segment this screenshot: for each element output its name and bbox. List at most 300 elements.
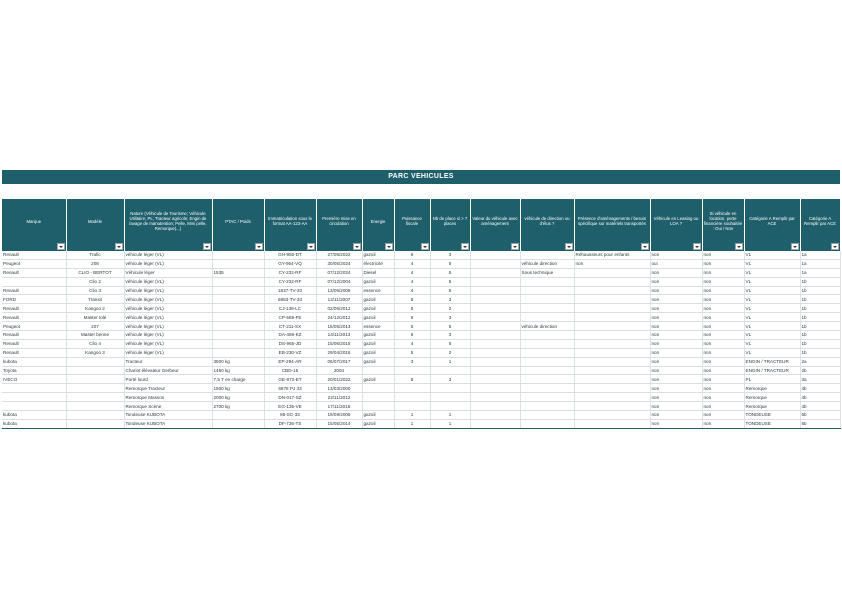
table-cell[interactable]: non [650, 286, 702, 295]
table-cell[interactable] [362, 384, 394, 393]
table-cell[interactable]: ENGIN / TRACTEUR [744, 366, 800, 375]
table-cell[interactable]: 24/12/2012 [316, 313, 362, 322]
table-cell[interactable] [212, 348, 264, 357]
table-cell[interactable] [574, 348, 650, 357]
table-cell[interactable]: non [702, 393, 744, 402]
table-cell[interactable] [574, 313, 650, 322]
table-cell[interactable] [470, 268, 520, 277]
table-cell[interactable] [430, 393, 470, 402]
table-cell[interactable]: non [650, 268, 702, 277]
table-cell[interactable]: véhicule léger (VL) [124, 339, 212, 348]
table-cell[interactable] [574, 277, 650, 286]
filter-dropdown-icon[interactable] [307, 243, 315, 250]
table-cell[interactable]: non [574, 259, 650, 268]
table-cell[interactable]: Porté lourd [124, 375, 212, 384]
table-cell[interactable]: Remorque Tracteur [124, 384, 212, 393]
table-cell[interactable]: gazoil [362, 251, 394, 259]
table-cell[interactable]: véhicule léger (VL) [124, 295, 212, 304]
table-cell[interactable] [574, 357, 650, 366]
table-cell[interactable]: gazoil [362, 313, 394, 322]
table-cell[interactable]: VL [744, 259, 800, 268]
table-cell[interactable] [212, 313, 264, 322]
table-cell[interactable]: véhicule léger (VL) [124, 286, 212, 295]
table-cell[interactable]: 15/05/2014 [316, 419, 362, 428]
table-cell[interactable]: 5 [394, 322, 430, 331]
table-cell[interactable]: DA-469-KZ [264, 331, 316, 340]
table-cell[interactable]: 1 [394, 419, 430, 428]
table-cell[interactable]: 208 [66, 259, 124, 268]
table-cell[interactable]: non [702, 295, 744, 304]
table-cell[interactable]: kubota [2, 411, 66, 420]
table-cell[interactable]: Master benne [66, 331, 124, 340]
table-cell[interactable] [574, 384, 650, 393]
table-cell[interactable]: DS-965-JD [264, 339, 316, 348]
table-cell[interactable] [362, 393, 394, 402]
table-cell[interactable]: 1b [800, 331, 840, 340]
table-cell[interactable]: GE-872-ET [264, 375, 316, 384]
table-cell[interactable]: Renault [2, 313, 66, 322]
table-cell[interactable]: non [702, 339, 744, 348]
table-cell[interactable]: 1a [800, 251, 840, 259]
table-cell[interactable]: 5b [800, 411, 840, 420]
table-cell[interactable]: 5b [800, 419, 840, 428]
table-cell[interactable]: 20/01/2022 [316, 375, 362, 384]
table-cell[interactable]: Trafic [66, 251, 124, 259]
table-cell[interactable]: CY-232-RF [264, 277, 316, 286]
table-cell[interactable]: CY-232-RF [264, 268, 316, 277]
table-cell[interactable]: 1 [394, 411, 430, 420]
table-cell[interactable]: non [650, 322, 702, 331]
table-cell[interactable]: VL [744, 286, 800, 295]
table-cell[interactable]: VL [744, 348, 800, 357]
table-cell[interactable] [470, 313, 520, 322]
table-cell[interactable] [520, 295, 574, 304]
table-cell[interactable] [394, 402, 430, 411]
table-cell[interactable] [574, 366, 650, 375]
table-cell[interactable]: non [650, 357, 702, 366]
table-cell[interactable]: CLIO - BERTOT [66, 268, 124, 277]
table-cell[interactable] [394, 393, 430, 402]
table-cell[interactable]: gazoil [362, 348, 394, 357]
table-cell[interactable] [212, 339, 264, 348]
table-cell[interactable]: véhicule direction [520, 322, 574, 331]
table-cell[interactable]: 4 [394, 277, 430, 286]
table-cell[interactable]: 1450 kg [212, 366, 264, 375]
table-cell[interactable]: 2004 [316, 366, 362, 375]
table-cell[interactable]: VL [744, 313, 800, 322]
table-cell[interactable] [574, 304, 650, 313]
table-cell[interactable]: non [650, 251, 702, 259]
table-cell[interactable]: Tondeuse KUBOTA [124, 419, 212, 428]
table-cell[interactable] [66, 384, 124, 393]
table-cell[interactable] [2, 277, 66, 286]
table-cell[interactable] [520, 331, 574, 340]
table-cell[interactable] [212, 304, 264, 313]
table-cell[interactable]: non [702, 402, 744, 411]
table-cell[interactable] [212, 259, 264, 268]
table-cell[interactable] [66, 366, 124, 375]
table-cell[interactable]: 30/05/2024 [316, 259, 362, 268]
table-cell[interactable]: 5 [394, 304, 430, 313]
table-cell[interactable]: VL [744, 277, 800, 286]
table-cell[interactable]: 6883-TV-33 [264, 295, 316, 304]
table-cell[interactable] [394, 366, 430, 375]
table-cell[interactable]: Tondeuse KUBOTA [124, 411, 212, 420]
table-cell[interactable] [470, 375, 520, 384]
table-cell[interactable]: 1b [800, 313, 840, 322]
table-cell[interactable]: 1837-TV-33 [264, 286, 316, 295]
table-cell[interactable] [2, 402, 66, 411]
table-cell[interactable]: 3 [394, 357, 430, 366]
table-cell[interactable]: 207 [66, 322, 124, 331]
filter-dropdown-icon[interactable] [831, 243, 839, 250]
table-cell[interactable]: 5 [430, 322, 470, 331]
table-cell[interactable]: véhicule léger (VL) [124, 348, 212, 357]
filter-dropdown-icon[interactable] [461, 243, 469, 250]
table-cell[interactable]: CBD-15 [264, 366, 316, 375]
table-cell[interactable]: 6 [394, 313, 430, 322]
table-cell[interactable] [574, 393, 650, 402]
table-cell[interactable]: non [702, 384, 744, 393]
table-cell[interactable]: Chariot élévateur Gerbeur [124, 366, 212, 375]
table-cell[interactable]: 02/06/2012 [316, 304, 362, 313]
table-cell[interactable]: gazoil [362, 419, 394, 428]
table-cell[interactable]: 1b [800, 348, 840, 357]
table-cell[interactable]: non [650, 331, 702, 340]
table-cell[interactable]: véhicule léger (VL) [124, 331, 212, 340]
table-cell[interactable]: 7,5 T en charge [212, 375, 264, 384]
table-cell[interactable]: Renault [2, 251, 66, 259]
table-cell[interactable]: 4b [800, 384, 840, 393]
table-cell[interactable]: 1b [800, 277, 840, 286]
table-cell[interactable]: 3 [430, 251, 470, 259]
table-cell[interactable]: non [650, 384, 702, 393]
table-cell[interactable]: Master tolé [66, 313, 124, 322]
table-cell[interactable]: 1 [430, 411, 470, 420]
table-cell[interactable]: Remorque [744, 384, 800, 393]
table-cell[interactable]: kubota [2, 419, 66, 428]
filter-dropdown-icon[interactable] [791, 243, 799, 250]
table-cell[interactable] [574, 286, 650, 295]
table-cell[interactable]: 13/03/2000 [316, 384, 362, 393]
table-cell[interactable]: Remorque Scène [124, 402, 212, 411]
table-cell[interactable]: 06/07/2017 [316, 357, 362, 366]
table-cell[interactable] [470, 295, 520, 304]
table-cell[interactable]: non [702, 331, 744, 340]
table-cell[interactable]: non [650, 419, 702, 428]
table-cell[interactable] [470, 419, 520, 428]
table-cell[interactable]: non [650, 304, 702, 313]
table-cell[interactable]: véhicule léger (VL) [124, 251, 212, 259]
table-cell[interactable]: Transit [66, 295, 124, 304]
table-cell[interactable]: gazoil [362, 411, 394, 420]
table-cell[interactable]: 2700 kg [212, 402, 264, 411]
table-cell[interactable] [212, 322, 264, 331]
table-cell[interactable]: 3 [430, 331, 470, 340]
table-cell[interactable]: 1b [800, 286, 840, 295]
table-cell[interactable]: 5 [430, 259, 470, 268]
table-cell[interactable]: non [702, 357, 744, 366]
table-cell[interactable]: Diesel [362, 268, 394, 277]
table-cell[interactable]: non [702, 286, 744, 295]
table-cell[interactable] [362, 366, 394, 375]
table-cell[interactable]: essence [362, 286, 394, 295]
table-cell[interactable]: 14/11/2013 [316, 331, 362, 340]
table-cell[interactable]: Renault [2, 268, 66, 277]
table-cell[interactable]: véhicule direction [520, 259, 574, 268]
table-cell[interactable]: Peugeot [2, 322, 66, 331]
table-cell[interactable]: CJ-139-LC [264, 304, 316, 313]
table-cell[interactable]: Renault [2, 286, 66, 295]
table-cell[interactable]: TONDEUSE [744, 419, 800, 428]
table-cell[interactable] [520, 419, 574, 428]
table-cell[interactable]: Clio 3 [66, 286, 124, 295]
table-cell[interactable] [66, 402, 124, 411]
table-cell[interactable]: 15/05/2013 [316, 322, 362, 331]
table-cell[interactable] [470, 384, 520, 393]
table-cell[interactable] [520, 304, 574, 313]
table-cell[interactable]: Clio 2 [66, 277, 124, 286]
table-cell[interactable] [520, 277, 574, 286]
table-cell[interactable]: Toyota [2, 366, 66, 375]
table-cell[interactable]: Réhausseurs pour enfants [574, 251, 650, 259]
table-cell[interactable]: non [702, 259, 744, 268]
table-cell[interactable]: non [650, 375, 702, 384]
table-cell[interactable] [2, 393, 66, 402]
table-cell[interactable]: oui [650, 259, 702, 268]
table-cell[interactable]: DF-736-TS [264, 419, 316, 428]
table-cell[interactable] [430, 366, 470, 375]
table-cell[interactable]: PL [744, 375, 800, 384]
table-cell[interactable] [470, 339, 520, 348]
table-cell[interactable]: 5 [430, 268, 470, 277]
table-cell[interactable]: Renault [2, 348, 66, 357]
table-cell[interactable]: essence [362, 322, 394, 331]
table-cell[interactable] [470, 286, 520, 295]
filter-dropdown-icon[interactable] [385, 243, 393, 250]
table-cell[interactable]: 86-SC-33 [264, 411, 316, 420]
table-cell[interactable]: 15/06/2015 [316, 339, 362, 348]
table-cell[interactable] [212, 331, 264, 340]
table-cell[interactable]: 2 [430, 348, 470, 357]
table-cell[interactable]: 1a [800, 268, 840, 277]
table-cell[interactable]: gazoil [362, 331, 394, 340]
table-cell[interactable]: 1a [800, 259, 840, 268]
table-cell[interactable]: Kangoo 3 [66, 348, 124, 357]
table-cell[interactable]: EG-135-VE [264, 402, 316, 411]
table-cell[interactable]: non [650, 277, 702, 286]
table-cell[interactable]: 1 [430, 419, 470, 428]
table-cell[interactable]: Renault [2, 331, 66, 340]
table-cell[interactable]: 1b [800, 339, 840, 348]
table-cell[interactable]: 13/06/2008 [316, 286, 362, 295]
table-cell[interactable]: non [702, 322, 744, 331]
table-cell[interactable]: 2 [430, 304, 470, 313]
table-cell[interactable]: 3 [430, 295, 470, 304]
table-cell[interactable]: non [650, 366, 702, 375]
table-cell[interactable]: non [650, 393, 702, 402]
table-cell[interactable]: véhicule léger (VL) [124, 313, 212, 322]
table-cell[interactable]: 6878 PJ 33 [264, 384, 316, 393]
table-cell[interactable] [2, 384, 66, 393]
table-cell[interactable] [212, 286, 264, 295]
table-cell[interactable] [66, 375, 124, 384]
table-cell[interactable]: véhicule léger (VL) [124, 277, 212, 286]
table-cell[interactable]: Remorque [744, 393, 800, 402]
table-cell[interactable]: 5 [430, 339, 470, 348]
table-cell[interactable] [520, 402, 574, 411]
table-cell[interactable]: kubota [2, 357, 66, 366]
table-cell[interactable]: non [650, 402, 702, 411]
table-cell[interactable]: 12/11/2007 [316, 295, 362, 304]
table-cell[interactable]: 1500 kg [212, 384, 264, 393]
table-cell[interactable] [66, 393, 124, 402]
table-cell[interactable]: 4 [394, 259, 430, 268]
table-cell[interactable] [66, 411, 124, 420]
table-cell[interactable]: Remorque [744, 402, 800, 411]
table-cell[interactable]: Kangoo 2 [66, 304, 124, 313]
table-cell[interactable]: 29/04/2016 [316, 348, 362, 357]
table-cell[interactable] [520, 375, 574, 384]
filter-dropdown-icon[interactable] [421, 243, 429, 250]
table-cell[interactable]: 4 [394, 339, 430, 348]
table-cell[interactable]: 5 [394, 348, 430, 357]
table-cell[interactable] [574, 402, 650, 411]
table-cell[interactable]: TONDEUSE [744, 411, 800, 420]
table-cell[interactable] [520, 384, 574, 393]
table-cell[interactable]: non [650, 411, 702, 420]
table-cell[interactable]: 6 [394, 251, 430, 259]
table-cell[interactable]: véhicule léger (VL) [124, 304, 212, 313]
table-cell[interactable]: gazoil [362, 277, 394, 286]
table-cell[interactable]: 4b [800, 393, 840, 402]
filter-dropdown-icon[interactable] [565, 243, 573, 250]
table-cell[interactable] [574, 375, 650, 384]
table-cell[interactable] [574, 419, 650, 428]
table-cell[interactable]: 8 [394, 375, 430, 384]
table-cell[interactable] [470, 348, 520, 357]
table-cell[interactable]: IVECO [2, 375, 66, 384]
table-cell[interactable]: DN-017-SZ [264, 393, 316, 402]
table-cell[interactable]: VL [744, 268, 800, 277]
table-cell[interactable] [470, 259, 520, 268]
table-cell[interactable]: 17/11/2016 [316, 402, 362, 411]
table-cell[interactable]: gazoil [362, 339, 394, 348]
table-cell[interactable]: EP-294-AR [264, 357, 316, 366]
table-cell[interactable] [212, 419, 264, 428]
table-cell[interactable] [212, 295, 264, 304]
table-cell[interactable]: EB-230-VZ [264, 348, 316, 357]
table-cell[interactable] [470, 304, 520, 313]
table-cell[interactable]: 4 [394, 286, 430, 295]
table-cell[interactable] [212, 411, 264, 420]
filter-dropdown-icon[interactable] [511, 243, 519, 250]
table-cell[interactable]: VL [744, 295, 800, 304]
table-cell[interactable]: Véhicule léger [124, 268, 212, 277]
table-cell[interactable] [520, 357, 574, 366]
table-cell[interactable]: électricité [362, 259, 394, 268]
table-cell[interactable]: VL [744, 331, 800, 340]
table-cell[interactable]: Tracteur [124, 357, 212, 366]
table-cell[interactable] [520, 251, 574, 259]
table-cell[interactable] [470, 277, 520, 286]
table-cell[interactable]: 8 [394, 295, 430, 304]
filter-dropdown-icon[interactable] [57, 243, 65, 250]
table-cell[interactable] [470, 402, 520, 411]
table-cell[interactable] [574, 331, 650, 340]
table-cell[interactable] [66, 357, 124, 366]
filter-dropdown-icon[interactable] [115, 243, 123, 250]
table-cell[interactable]: GY-954-VQ [264, 259, 316, 268]
table-cell[interactable]: Remorque Masson [124, 393, 212, 402]
table-cell[interactable] [574, 339, 650, 348]
table-cell[interactable]: FORD [2, 295, 66, 304]
table-cell[interactable]: 07/12/2024 [316, 268, 362, 277]
table-cell[interactable]: non [702, 366, 744, 375]
table-cell[interactable]: non [650, 348, 702, 357]
table-cell[interactable]: Clio 4 [66, 339, 124, 348]
table-cell[interactable]: non [702, 251, 744, 259]
table-cell[interactable] [470, 331, 520, 340]
table-cell[interactable]: Peugeot [2, 259, 66, 268]
table-cell[interactable] [430, 384, 470, 393]
table-cell[interactable] [362, 402, 394, 411]
table-cell[interactable]: Renault [2, 339, 66, 348]
filter-dropdown-icon[interactable] [641, 243, 649, 250]
table-cell[interactable]: 2000 kg [212, 393, 264, 402]
table-cell[interactable]: Renault [2, 304, 66, 313]
table-cell[interactable]: CT-211-SX [264, 322, 316, 331]
table-cell[interactable] [574, 322, 650, 331]
table-cell[interactable] [574, 411, 650, 420]
filter-dropdown-icon[interactable] [203, 243, 211, 250]
table-cell[interactable] [430, 402, 470, 411]
table-cell[interactable]: Sous technique [520, 268, 574, 277]
table-cell[interactable]: non [702, 419, 744, 428]
table-cell[interactable]: 1 [430, 357, 470, 366]
table-cell[interactable]: 4 [394, 268, 430, 277]
table-cell[interactable]: non [702, 375, 744, 384]
table-cell[interactable]: non [702, 268, 744, 277]
table-cell[interactable]: VL [744, 304, 800, 313]
table-cell[interactable] [212, 277, 264, 286]
table-cell[interactable]: gazoil [362, 295, 394, 304]
table-cell[interactable]: 5 [430, 286, 470, 295]
table-cell[interactable]: VL [744, 251, 800, 259]
table-cell[interactable] [470, 322, 520, 331]
table-cell[interactable]: non [702, 277, 744, 286]
table-cell[interactable]: 1b [800, 322, 840, 331]
table-cell[interactable] [520, 286, 574, 295]
table-cell[interactable]: gazoil [362, 375, 394, 384]
filter-dropdown-icon[interactable] [693, 243, 701, 250]
table-cell[interactable]: 22/11/2012 [316, 393, 362, 402]
table-cell[interactable]: 3 [430, 313, 470, 322]
table-cell[interactable]: 1b [800, 295, 840, 304]
table-cell[interactable]: non [702, 313, 744, 322]
table-cell[interactable]: non [650, 295, 702, 304]
table-cell[interactable] [470, 393, 520, 402]
table-cell[interactable]: CP-589-FE [264, 313, 316, 322]
table-cell[interactable] [212, 251, 264, 259]
table-cell[interactable]: 4b [800, 402, 840, 411]
table-cell[interactable]: 1535 [212, 268, 264, 277]
table-cell[interactable] [470, 411, 520, 420]
table-cell[interactable] [574, 268, 650, 277]
table-cell[interactable]: 3 [430, 375, 470, 384]
table-cell[interactable]: 27/06/2022 [316, 251, 362, 259]
table-cell[interactable]: 3500 kg [212, 357, 264, 366]
